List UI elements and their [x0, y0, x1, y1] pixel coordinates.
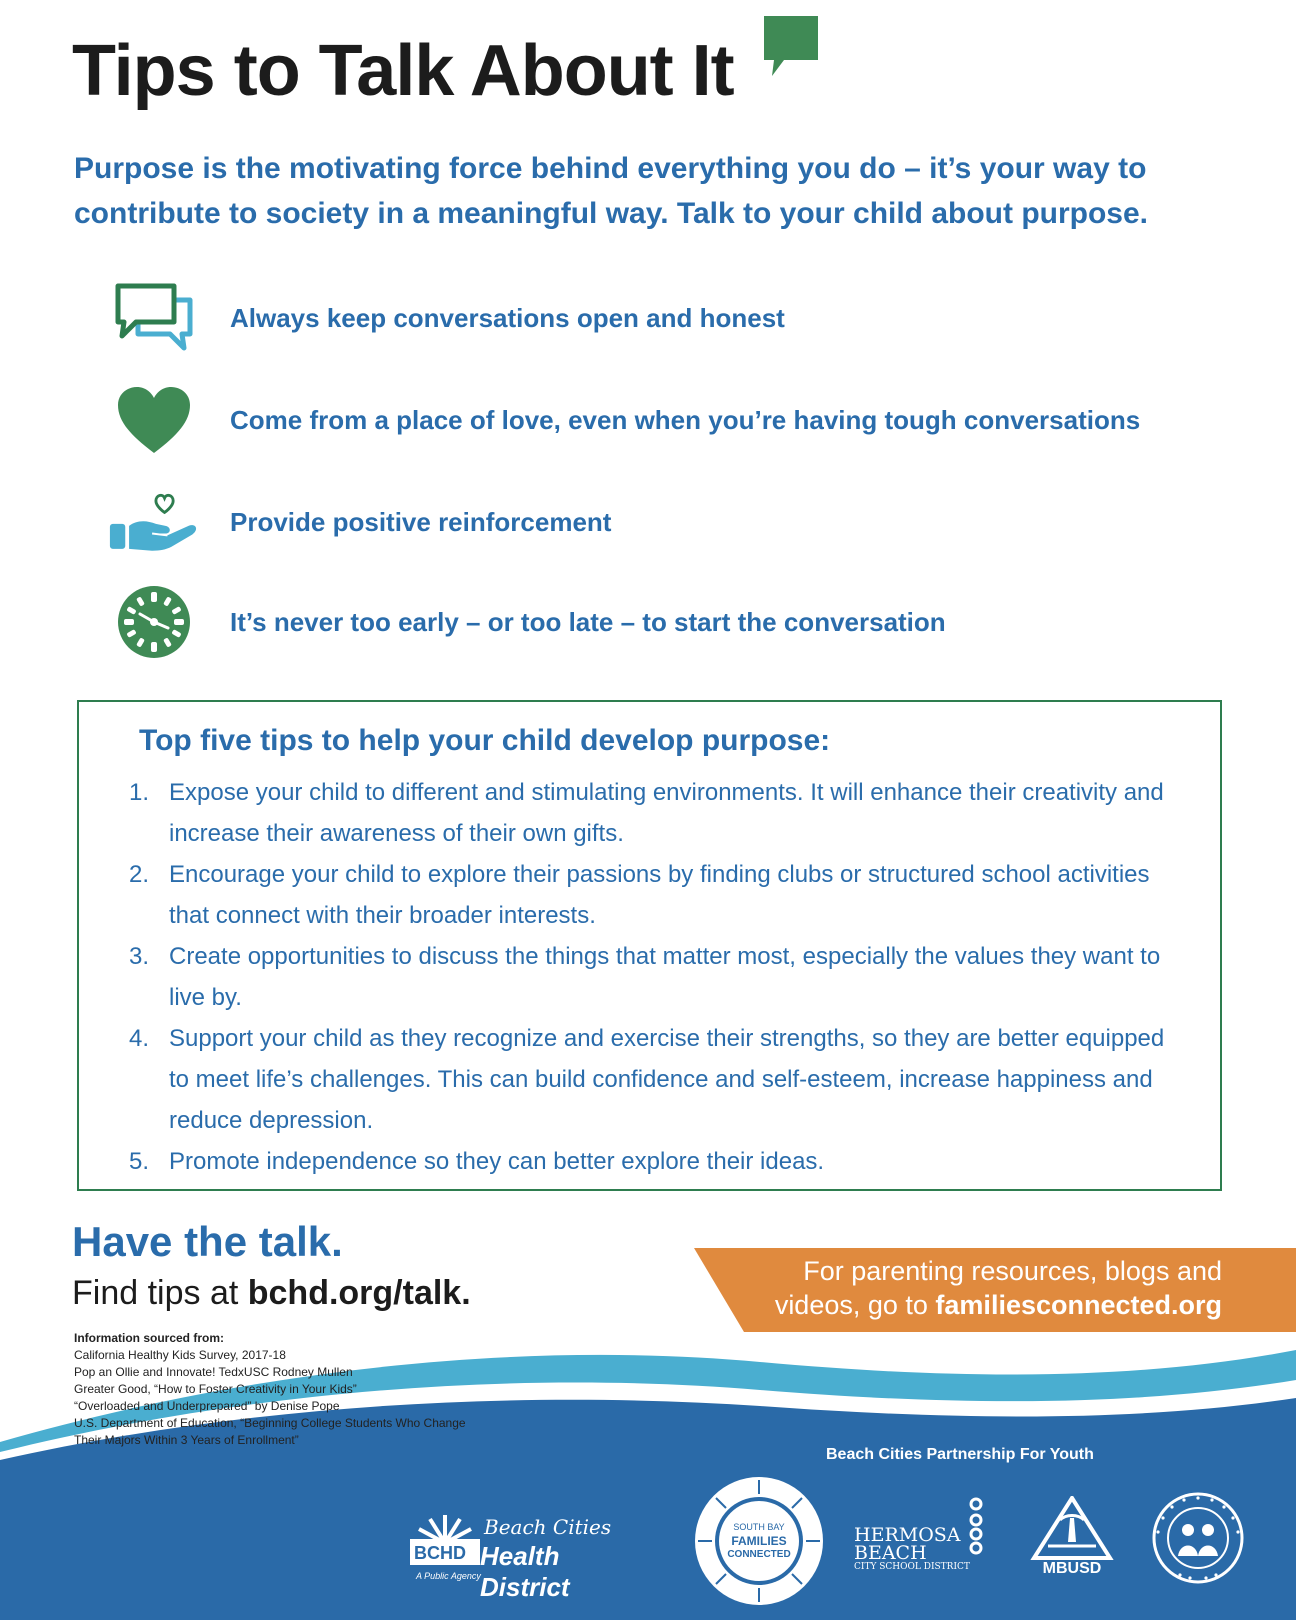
banner-line-2	[760, 1288, 1222, 1322]
list-item	[129, 854, 1189, 936]
source-item: Greater Good, “How to Foster Creativity in Your Kids”	[74, 1382, 357, 1396]
list-number: 3.	[129, 943, 150, 970]
hermosa-line-2: BEACH	[854, 1542, 927, 1564]
tip-text: Provide positive reinforcement	[230, 506, 612, 537]
source-item: “Overloaded and Underprepared” by Denise Pope	[74, 1399, 340, 1413]
sources-block	[74, 1330, 466, 1449]
list-text: Promote independence so they can better explore their ideas.	[169, 1148, 825, 1175]
source-item: Their Majors Within 3 Years of Enrollment”	[74, 1433, 299, 1447]
mbusd-label: MBUSD	[1042, 1560, 1102, 1577]
tip-row	[108, 482, 1228, 562]
clock-icon	[116, 584, 192, 660]
bchd-abbr: BCHD	[414, 1543, 466, 1563]
top-five-list	[129, 772, 1189, 1182]
intro-paragraph: Purpose is the motivating force behind everything you do – it’s your way to contribute to society in a meaningful way. Talk to your child about purpose.	[74, 152, 1149, 230]
list-text: Expose your child to different and stimulating environments. It will enhance their creativity and increase their awareness of their own gifts.	[169, 779, 1164, 847]
tip-text: Come from a place of love, even when you’re having tough conversations	[230, 404, 1141, 435]
heart-icon	[116, 385, 192, 455]
hand-heart-icon	[108, 490, 200, 554]
source-item: California Healthy Kids Survey, 2017-18	[74, 1348, 286, 1362]
redondo-beach-usd-seal	[1150, 1490, 1246, 1586]
mbusd-logo	[1030, 1496, 1114, 1580]
bchd-talk-link[interactable]: bchd.org/talk.	[247, 1274, 471, 1312]
families-connected-link[interactable]: familiesconnected.org	[935, 1290, 1222, 1320]
hermosa-line-1: HERMOSA	[854, 1524, 961, 1546]
south-bay-families-connected-logo	[690, 1472, 828, 1610]
list-item	[129, 772, 1189, 854]
page-title: Tips to Talk About It	[72, 31, 734, 111]
hermosa-line-3: CITY SCHOOL DISTRICT	[854, 1562, 970, 1572]
hermosa-rings-icon	[966, 1496, 986, 1556]
list-item	[129, 1018, 1189, 1141]
sbfc-line-2: FAMILIES	[731, 1534, 787, 1548]
bchd-tagline: A Public Agency	[416, 1571, 481, 1581]
banner-text	[760, 1254, 1222, 1322]
tip-text: It’s never too early – or too late – to start the conversation	[230, 606, 946, 637]
chat-bubbles-icon	[112, 282, 196, 354]
sbfc-line-1: SOUTH BAY	[733, 1522, 785, 1532]
source-item: U.S. Department of Education, “Beginning College Students Who Change	[74, 1416, 466, 1430]
top-five-tips-box	[77, 700, 1222, 1191]
school-district-seal-icon	[1150, 1490, 1246, 1586]
list-number: 1.	[129, 779, 150, 806]
hermosa-beach-logo	[854, 1496, 990, 1576]
mbusd-triangle-icon	[1030, 1496, 1114, 1560]
list-number: 5.	[129, 1148, 150, 1175]
tip-row	[108, 278, 1228, 358]
source-item: Pop an Ollie and Innovate! TedxUSC Rodney Mullen	[74, 1365, 353, 1379]
tip-row	[108, 582, 1228, 662]
list-number: 2.	[129, 861, 150, 888]
find-tips-prefix: Find tips at	[72, 1274, 248, 1312]
tip-row	[108, 380, 1228, 460]
have-the-talk-heading: Have the talk.	[72, 1218, 343, 1265]
list-text: Encourage your child to explore their passions by finding clubs or structured school activities that connect with their broader interests.	[169, 861, 1150, 929]
banner-line-2-prefix: videos, go to	[774, 1290, 936, 1320]
bchd-line-1: Beach Cities	[484, 1515, 612, 1539]
find-tips-line	[72, 1274, 471, 1313]
top-five-heading: Top five tips to help your child develop purpose:	[139, 724, 831, 757]
banner-line-1: For parenting resources, blogs and	[803, 1256, 1222, 1286]
partnership-label: Beach Cities Partnership For Youth	[826, 1446, 1094, 1463]
bchd-line-2: Health District	[480, 1541, 570, 1602]
list-number: 4.	[129, 1025, 150, 1052]
list-text: Create opportunities to discuss the things that matter most, especially the values they want to live by.	[169, 943, 1161, 1011]
list-item	[129, 1141, 1189, 1182]
tip-text: Always keep conversations open and honest	[230, 302, 785, 333]
bchd-logo	[410, 1505, 650, 1602]
list-item	[129, 936, 1189, 1018]
sources-heading: Information sourced from:	[74, 1331, 225, 1345]
speech-bubble-icon	[762, 14, 820, 78]
list-text: Support your child as they recognize and exercise their strengths, so they are better equipped to meet life’s challenges. This can build confidence and self-esteem, increase happiness and reduce depression.	[169, 1025, 1165, 1134]
sbfc-line-3: CONNECTED	[727, 1549, 791, 1560]
